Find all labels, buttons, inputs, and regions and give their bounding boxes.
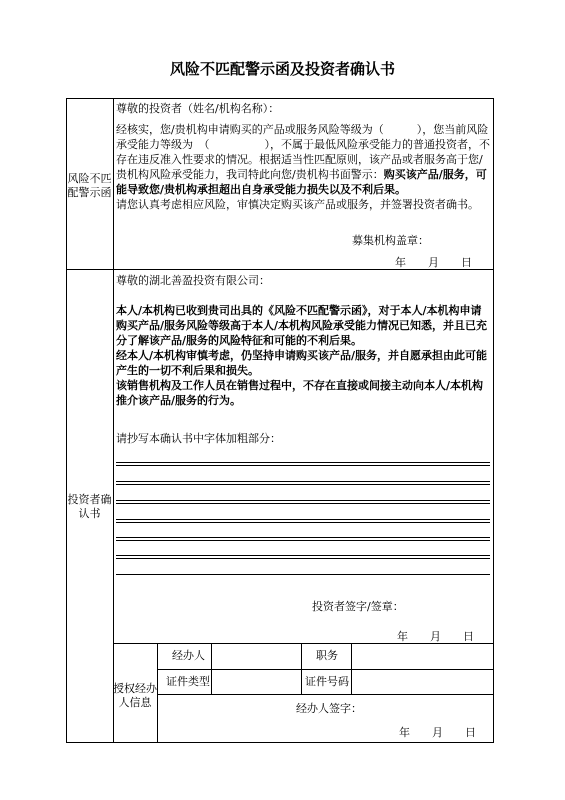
confirm-bold-para-1: 本人/本机构已收到贵司出具的《风险不匹配警示函》，对于本人/本机构申请购买产品/服务风险等级高于本人/本机构风险承受能力情况已知悉，并且已充分了解该产品/服务的风险特征和可能的不利后果。 [116,304,488,347]
id-number-field[interactable] [352,670,493,693]
confirm-section-label [66,493,113,521]
warning-salutation: 尊敬的投资者（姓名/机构名称）： [116,102,280,115]
agent-signature-label: 经办人签字： [296,702,362,715]
id-type-field[interactable] [212,670,300,693]
investor-signature-label: 投资者签字/签章： [312,600,404,613]
agent-label-line1: 授权经办 [113,682,157,695]
confirm-bold-text [116,303,490,408]
copy-line-6[interactable] [116,555,490,559]
copy-line-2[interactable] [116,481,490,485]
confirm-label-line2: 认书 [78,507,101,520]
warning-advice: 请您认真考虑相应风险，审慎决定购买该产品或服务，并签署投资者确书。 [116,198,479,211]
page-title: 风险不匹配警示函及投资者确认书 [169,60,395,78]
warning-body [116,122,490,212]
confirm-bold-para-3: 该销售机构及工作人员在销售过程中，不存在直接或间接主动向本人/本机构推介该产品/服务的行为。 [116,379,484,407]
position-label: 职务 [316,649,338,662]
warning-date: 年 月 日 [395,256,472,269]
warning-seal-label: 募集机构盖章： [352,234,429,247]
agent-date: 年 月 日 [399,726,476,739]
position-field[interactable] [352,644,493,668]
agent-label-line2: 人信息 [118,696,152,709]
handler-label: 经办人 [172,649,205,662]
confirm-salutation: 尊敬的湖北善盈投资有限公司： [116,274,270,287]
agent-col-divider-2 [301,643,302,694]
copy-line-3[interactable] [116,500,490,504]
confirm-label-line1: 投资者确 [67,493,112,506]
warning-body-plain: 经核实，您/贵机构申请购买的产品或服务风险等级为（ ），您当前风险承受能力等级为 （ ），不属于最低风险承受能力的普通投资者，不存在违反准入性要求的情况。根据适当性匹配原则，该产品或者服务高于您/贵机构风险承受能力，我司特此向您/贵机构书面警示： [116,123,490,181]
copy-prompt: 请抄写本确认书中字体加粗部分： [116,432,281,445]
copy-line-5[interactable] [116,537,490,541]
agent-table-row-2 [157,694,494,695]
warning-section-label [66,172,113,200]
id-type-label: 证件类型 [166,675,210,688]
label-column-divider [113,98,114,743]
copy-line-4[interactable] [116,519,490,523]
agent-label-divider [157,643,158,743]
copy-line-7[interactable] [116,574,490,575]
handler-field[interactable] [212,644,300,668]
warning-label-line2: 配警示函 [67,186,112,199]
agent-section-label [113,682,157,710]
copy-line-1[interactable] [116,462,490,466]
warning-body-bold: 购买该产品/服务，可能导致您/贵机构承担超出自身承受能力损失以及不利后果。 [116,168,487,196]
investor-date: 年 月 日 [397,630,474,643]
id-number-label: 证件号码 [305,675,349,688]
warning-label-line1: 风险不匹 [67,172,112,185]
confirm-bold-para-2: 经本人/本机构审慎考虑，仍坚持申请购买该产品/服务，并自愿承担由此可能产生的一切不利后果和损失。 [116,349,488,377]
